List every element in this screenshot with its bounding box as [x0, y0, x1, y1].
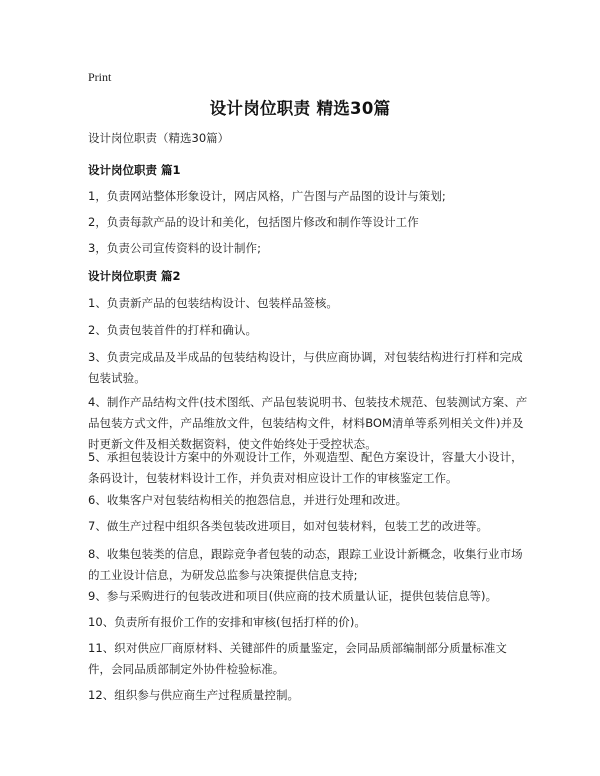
list-item: 1，负责网站整体形象设计，网店风格，广告图与产品图的设计与策划;: [88, 189, 446, 203]
document-subtitle: 设计岗位职责（精选30篇）: [88, 131, 230, 145]
section-heading-1: 设计岗位职责 篇1: [88, 163, 181, 177]
list-item: 2、负责包装首件的打样和确认。: [88, 323, 258, 337]
list-item: 11、织对供应厂商原材料、关键部件的质量鉴定，会同品质部编制部分质量标准文件，会同品质部制定外协件检验标准。: [88, 641, 507, 676]
list-item: 10、负责所有报价工作的安排和审核(包括打样的价)。: [88, 615, 366, 629]
list-item: 2，负责每款产品的设计和美化，包括图片修改和制作等设计工作: [88, 215, 419, 229]
list-item: 12、组织参与供应商生产过程质量控制。: [88, 688, 300, 702]
print-link[interactable]: Print: [88, 70, 112, 84]
list-item: 9、参与采购进行的包装改进和项目(供应商的技术质量认证，提供包装信息等)。: [88, 589, 498, 603]
page-title: 设计岗位职责 精选30篇: [209, 99, 391, 118]
list-item: 8、收集包装类的信息，跟踪竞争者包装的动态，跟踪工业设计新概念，收集行业市场的工业设计信息，为研发总监参与决策提供信息支持;: [88, 547, 523, 582]
list-item: 4、制作产品结构文件(技术图纸、产品包装说明书、包装技术规范、包装测试方案、产品包装方式文件，产品维放文件，包装结构文件，材料BOM清单等系列相关文件)并及时更新文件及相关数据资料，使文件始终处于受控状态。: [88, 395, 528, 451]
list-item: 3、负责完成品及半成品的包装结构设计，与供应商协调，对包装结构进行打样和完成包装试验。: [88, 350, 523, 385]
section-heading-2: 设计岗位职责 篇2: [88, 269, 181, 283]
list-item: 1、负责新产品的包装结构设计、包装样品签核。: [88, 296, 338, 310]
list-item: 6、收集客户对包装结构相关的抱怨信息，并进行处理和改进。: [88, 493, 408, 507]
list-item: 5、承担包装设计方案中的外观设计工作，外观造型、配色方案设计，容量大小设计，条码设计，包装材料设计工作，并负责对相应设计工作的审核鉴定工作。: [88, 450, 523, 485]
list-item: 7、做生产过程中组织各类包装改进项目，如对包装材料，包装工艺的改进等。: [88, 519, 489, 533]
list-item: 3，负责公司宣传资料的设计制作;: [88, 241, 261, 255]
